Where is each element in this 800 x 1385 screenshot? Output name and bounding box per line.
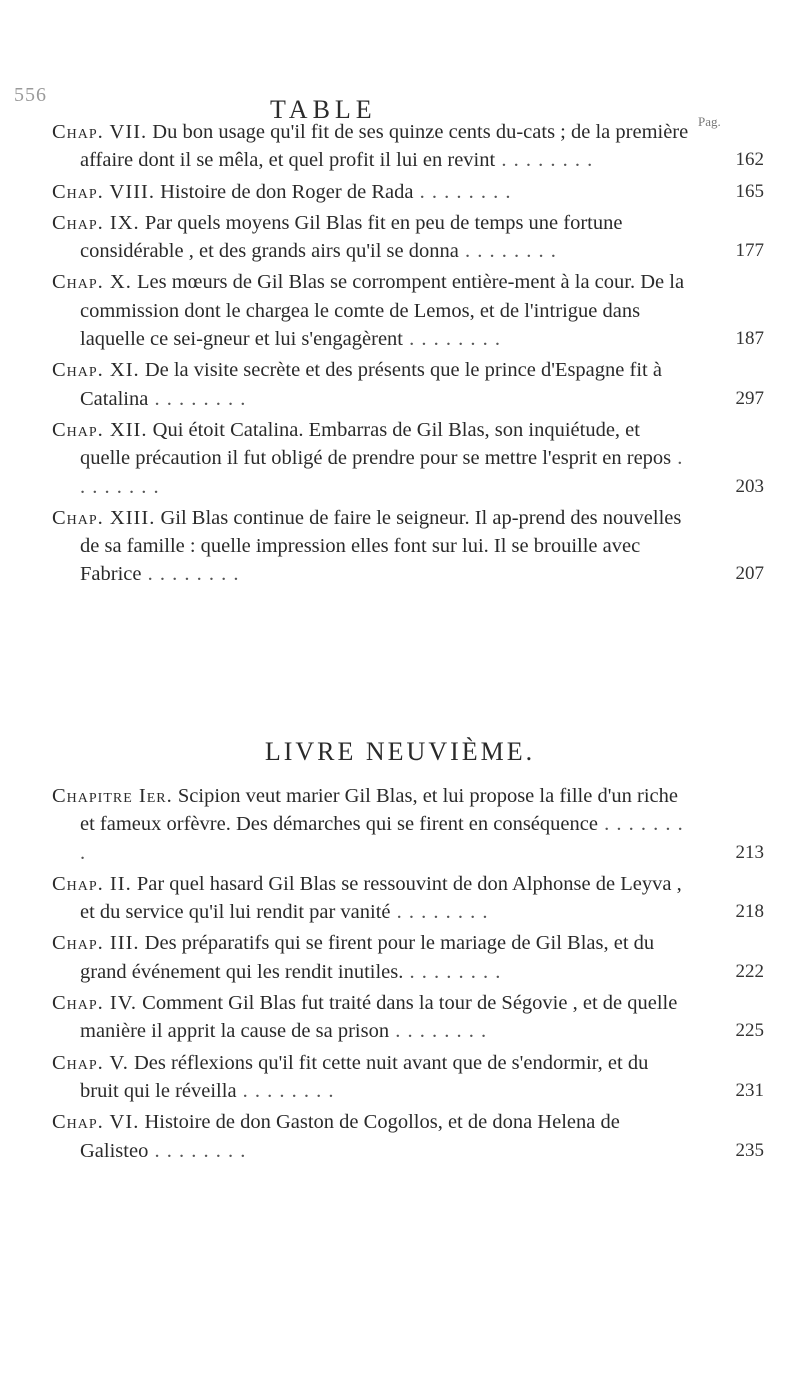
toc-entry-text <box>52 118 764 175</box>
chapter-label: Chap. V. <box>52 1051 129 1074</box>
toc-entry-text <box>52 782 764 867</box>
dot-leader: . . . . . . . . <box>495 149 594 172</box>
toc-entry-text <box>52 356 764 413</box>
toc-entry <box>52 782 764 867</box>
toc-page-number: 187 <box>735 328 764 350</box>
dot-leader: . . . . . . . . <box>80 447 684 498</box>
dot-leader: . . . . . . . . <box>236 1079 335 1102</box>
toc-entry-text <box>52 504 764 589</box>
dot-leader: . . . . . . . . <box>389 1020 488 1043</box>
chapter-summary: Les mœurs de Gil Blas se corrompent entière-ment à la cour. De la commission dont le chargea le comte de Lemos, et de l'intrigue dans laquelle ce sei-gneur et lui s'engagèrent <box>80 271 685 351</box>
dot-leader: . . . . . . . . <box>141 563 240 586</box>
toc-entry-text <box>52 1049 764 1106</box>
toc-entry-text <box>52 178 764 206</box>
running-head: TABLE <box>270 95 377 124</box>
chapter-summary: Du bon usage qu'il fit de ses quinze cents du-cats ; de la première affaire dont il se mêla, et quel profit il lui en revint <box>80 121 689 172</box>
toc-page-number: 207 <box>735 563 764 585</box>
chapter-summary: Gil Blas continue de faire le seigneur. Il ap-prend des nouvelles de sa famille : quelle impression elles font sur lui. Il se brouille avec Fabrice <box>80 506 682 586</box>
toc-entry <box>52 1049 764 1106</box>
toc-entry-text <box>52 209 764 266</box>
toc-section-book-nine <box>52 782 764 1168</box>
chapter-label: Chap. III. <box>52 932 140 955</box>
toc-entry <box>52 929 764 986</box>
chapter-label: Chap. X. <box>52 271 132 294</box>
toc-page-number: 162 <box>735 149 764 171</box>
toc-entry <box>52 356 764 413</box>
chapter-summary: Comment Gil Blas fut traité dans la tour de Ségovie , et de quelle manière il apprit la cause de sa prison <box>80 992 678 1043</box>
dot-leader: . . . . . . . . <box>413 180 512 203</box>
chapter-summary: Des préparatifs qui se firent pour le mariage de Gil Blas, et du grand événement qui les rendit inutiles. <box>80 932 655 983</box>
dot-leader: . . . . . . . . <box>403 960 502 983</box>
dot-leader: . . . . . . . . <box>148 387 247 410</box>
toc-entry <box>52 1108 764 1165</box>
dot-leader: . . . . . . . . <box>403 328 502 351</box>
toc-entry <box>52 504 764 589</box>
toc-entry-text <box>52 870 764 927</box>
toc-page-number: 177 <box>735 240 764 262</box>
chapter-label: Chapitre Ier. <box>52 785 173 807</box>
page-number: 556 <box>14 84 47 106</box>
toc-page-number: 218 <box>735 901 764 923</box>
toc-page-number: 203 <box>735 475 764 497</box>
toc-entry-text <box>52 989 764 1046</box>
chapter-label: Chap. IV. <box>52 992 138 1015</box>
chapter-label: Chap. VII. <box>52 121 148 143</box>
book-heading: LIVRE NEUVIÈME. <box>264 737 536 766</box>
toc-section-book-eight <box>52 118 764 592</box>
toc-entry-text <box>52 416 764 501</box>
chapter-summary: Qui étoit Catalina. Embarras de Gil Blas, son inquiétude, et quelle précaution il fut obligé de prendre pour se mettre l'esprit en repos <box>80 418 672 470</box>
chapter-summary: Des réflexions qu'il fit cette nuit avant que de s'endormir, et du bruit qui le réveilla <box>80 1051 649 1102</box>
chapter-label: Chap. VI. <box>52 1111 140 1134</box>
dot-leader: . . . . . . . . <box>80 813 684 864</box>
chapter-label: Chap. VIII. <box>52 180 155 203</box>
page-column-label: Pag. <box>698 114 721 129</box>
toc-entry-text <box>52 929 764 986</box>
dot-leader: . . . . . . . . <box>390 901 489 924</box>
chapter-label: Chap. XI. <box>52 359 140 382</box>
toc-entry <box>52 416 764 501</box>
toc-entry <box>52 268 764 353</box>
chapter-label: Chap. XIII. <box>52 506 156 529</box>
toc-entry <box>52 870 764 927</box>
chapter-label: Chap. IX. <box>52 211 140 234</box>
toc-page-number: 231 <box>735 1079 764 1101</box>
toc-entry <box>52 118 764 175</box>
chapter-summary: Par quels moyens Gil Blas fit en peu de temps une fortune considérable , et des grands airs qu'il se donna <box>80 211 623 263</box>
dot-leader: . . . . . . . . <box>458 240 557 263</box>
toc-page-number: 165 <box>735 180 764 202</box>
chapter-label: Chap. II. <box>52 872 132 895</box>
dot-leader: . . . . . . . . <box>148 1139 247 1162</box>
chapter-summary: Par quel hasard Gil Blas se ressouvint de don Alphonse de Leyva , et du service qu'il lui rendit par vanité <box>80 872 682 924</box>
toc-entry <box>52 178 764 206</box>
toc-entry <box>52 989 764 1046</box>
chapter-summary: Histoire de don Roger de Rada <box>160 180 414 203</box>
toc-entry-text <box>52 268 764 353</box>
toc-page-number: 297 <box>735 387 764 409</box>
chapter-summary: De la visite secrète et des présents que le prince d'Espagne fit à Catalina <box>80 359 662 410</box>
toc-page-number: 225 <box>735 1020 764 1042</box>
chapter-label: Chap. XII. <box>52 418 148 441</box>
toc-page-number: 235 <box>735 1139 764 1161</box>
toc-entry-text <box>52 1108 764 1165</box>
toc-page-number: 213 <box>735 841 764 863</box>
toc-entry <box>52 209 764 266</box>
toc-page-number: 222 <box>735 960 764 982</box>
chapter-summary: Histoire de don Gaston de Cogollos, et de dona Helena de Galisteo <box>80 1111 620 1162</box>
chapter-summary: Scipion veut marier Gil Blas, et lui propose la fille d'un riche et fameux orfèvre. Des démarches qui se firent en conséquence <box>80 785 679 836</box>
